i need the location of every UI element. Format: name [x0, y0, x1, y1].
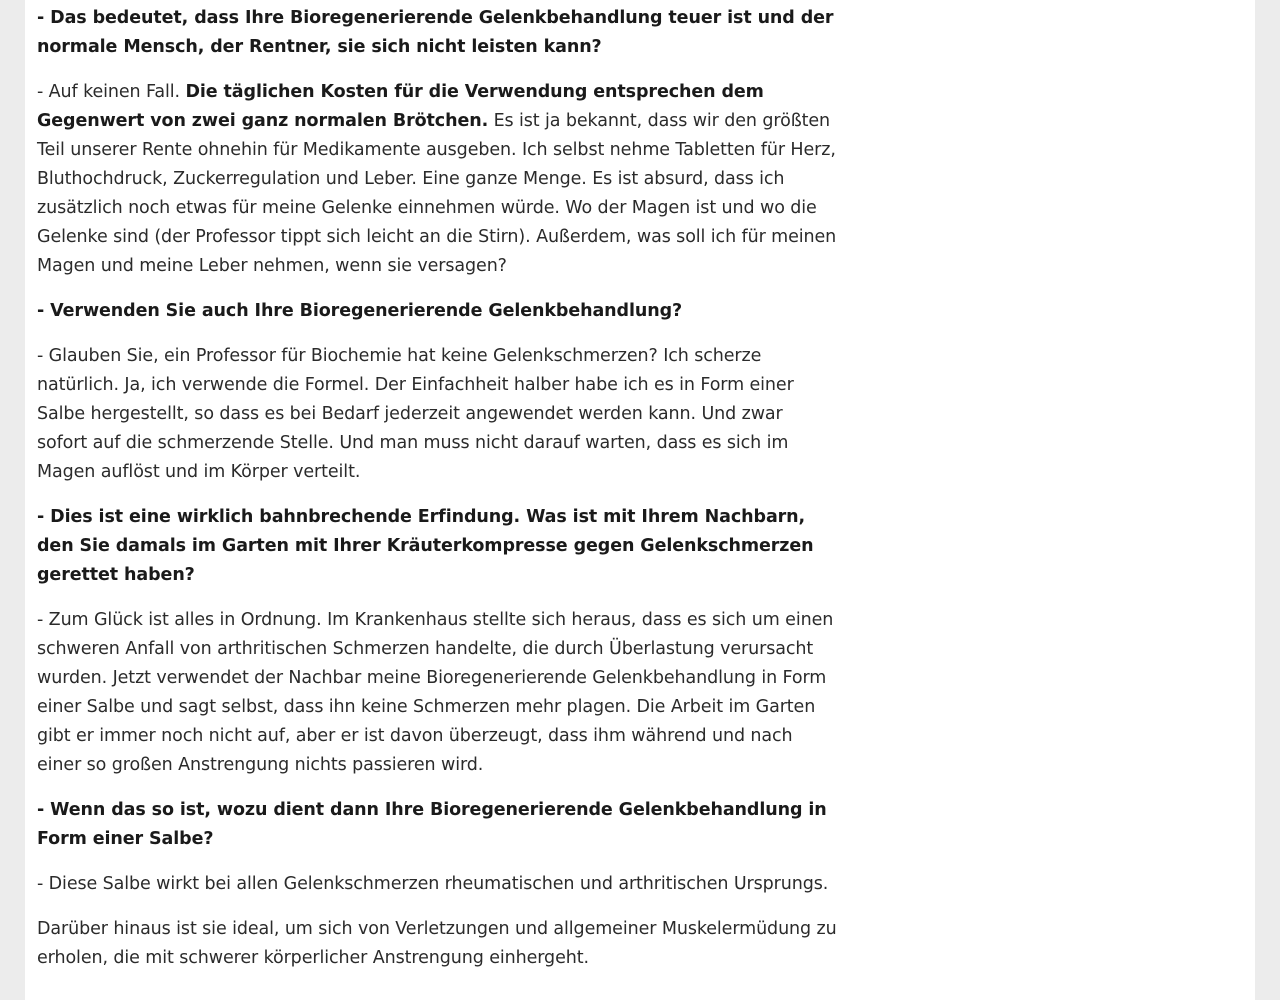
answer-cost: [37, 78, 837, 281]
article-body: [37, 4, 837, 989]
question-own-use: - Verwenden Sie auch Ihre Bioregenerierende Gelenkbehandlung?: [37, 301, 683, 321]
answer-cost-lead: - Auf keinen Fall.: [37, 82, 186, 102]
question-purpose: - Wenn das so ist, wozu dient dann Ihre Bioregenerierende Gelenkbehandlung in Form einer Salbe?: [37, 800, 827, 849]
question-neighbor: - Dies ist eine wirklich bahnbrechende Erfindung. Was ist mit Ihrem Nachbarn, den Sie damals im Garten mit Ihrer Kräuterkompresse gegen Gelenkschmerzen gerettet haben?: [37, 507, 814, 585]
paragraph-recovery: Darüber hinaus ist sie ideal, um sich von Verletzungen und allgemeiner Muskelermüdung zu erholen, die mit schwerer körperlicher Anstrengung einhergeht.: [37, 919, 837, 968]
answer-cost-highlight: Die täglichen Kosten für die Verwendung entsprechen dem Gegenwert von zwei ganz normalen Brötchen.: [37, 82, 764, 131]
answer-own-use: - Glauben Sie, ein Professor für Biochemie hat keine Gelenkschmerzen? Ich scherze natürlich. Ja, ich verwende die Formel. Der Einfachheit halber habe ich es in Form einer Salbe hergestellt, so dass es bei Bedarf jederzeit angewendet werden kann. Und zwar sofort auf die schmerzende Stelle. Und man muss nicht darauf warten, dass es sich im Magen auflöst und im Körper verteilt.: [37, 346, 794, 482]
answer-cost-rest: Es ist ja bekannt, dass wir den größten Teil unserer Rente ohnehin für Medikamente ausgeben. Ich selbst nehme Tabletten für Herz, Bluthochdruck, Zuckerregulation und Leber. Eine ganze Menge. Es ist absurd, dass ich zusätzlich noch etwas für meine Gelenke einnehmen würde. Wo der Magen ist und wo die Gelenke sind (der Professor tippt sich leicht an die Stirn). Außerdem, was soll ich für meinen Magen und meine Leber nehmen, wenn sie versagen?: [37, 111, 837, 276]
page-background: [25, 0, 1255, 1000]
question-cost: - Das bedeutet, dass Ihre Bioregenerierende Gelenkbehandlung teuer ist und der normale Mensch, der Rentner, sie sich nicht leisten kann?: [37, 8, 834, 57]
answer-purpose: - Diese Salbe wirkt bei allen Gelenkschmerzen rheumatischen und arthritischen Ursprungs.: [37, 874, 829, 894]
answer-neighbor: - Zum Glück ist alles in Ordnung. Im Krankenhaus stellte sich heraus, dass es sich um einen schweren Anfall von arthritischen Schmerzen handelte, die durch Überlastung verursacht wurden. Jetzt verwendet der Nachbar meine Bioregenerierende Gelenkbehandlung in Form einer Salbe und sagt selbst, dass ihn keine Schmerzen mehr plagen. Die Arbeit im Garten gibt er immer noch nicht auf, aber er ist davon überzeugt, dass ihm während und nach einer so großen Anstrengung nichts passieren wird.: [37, 610, 834, 775]
